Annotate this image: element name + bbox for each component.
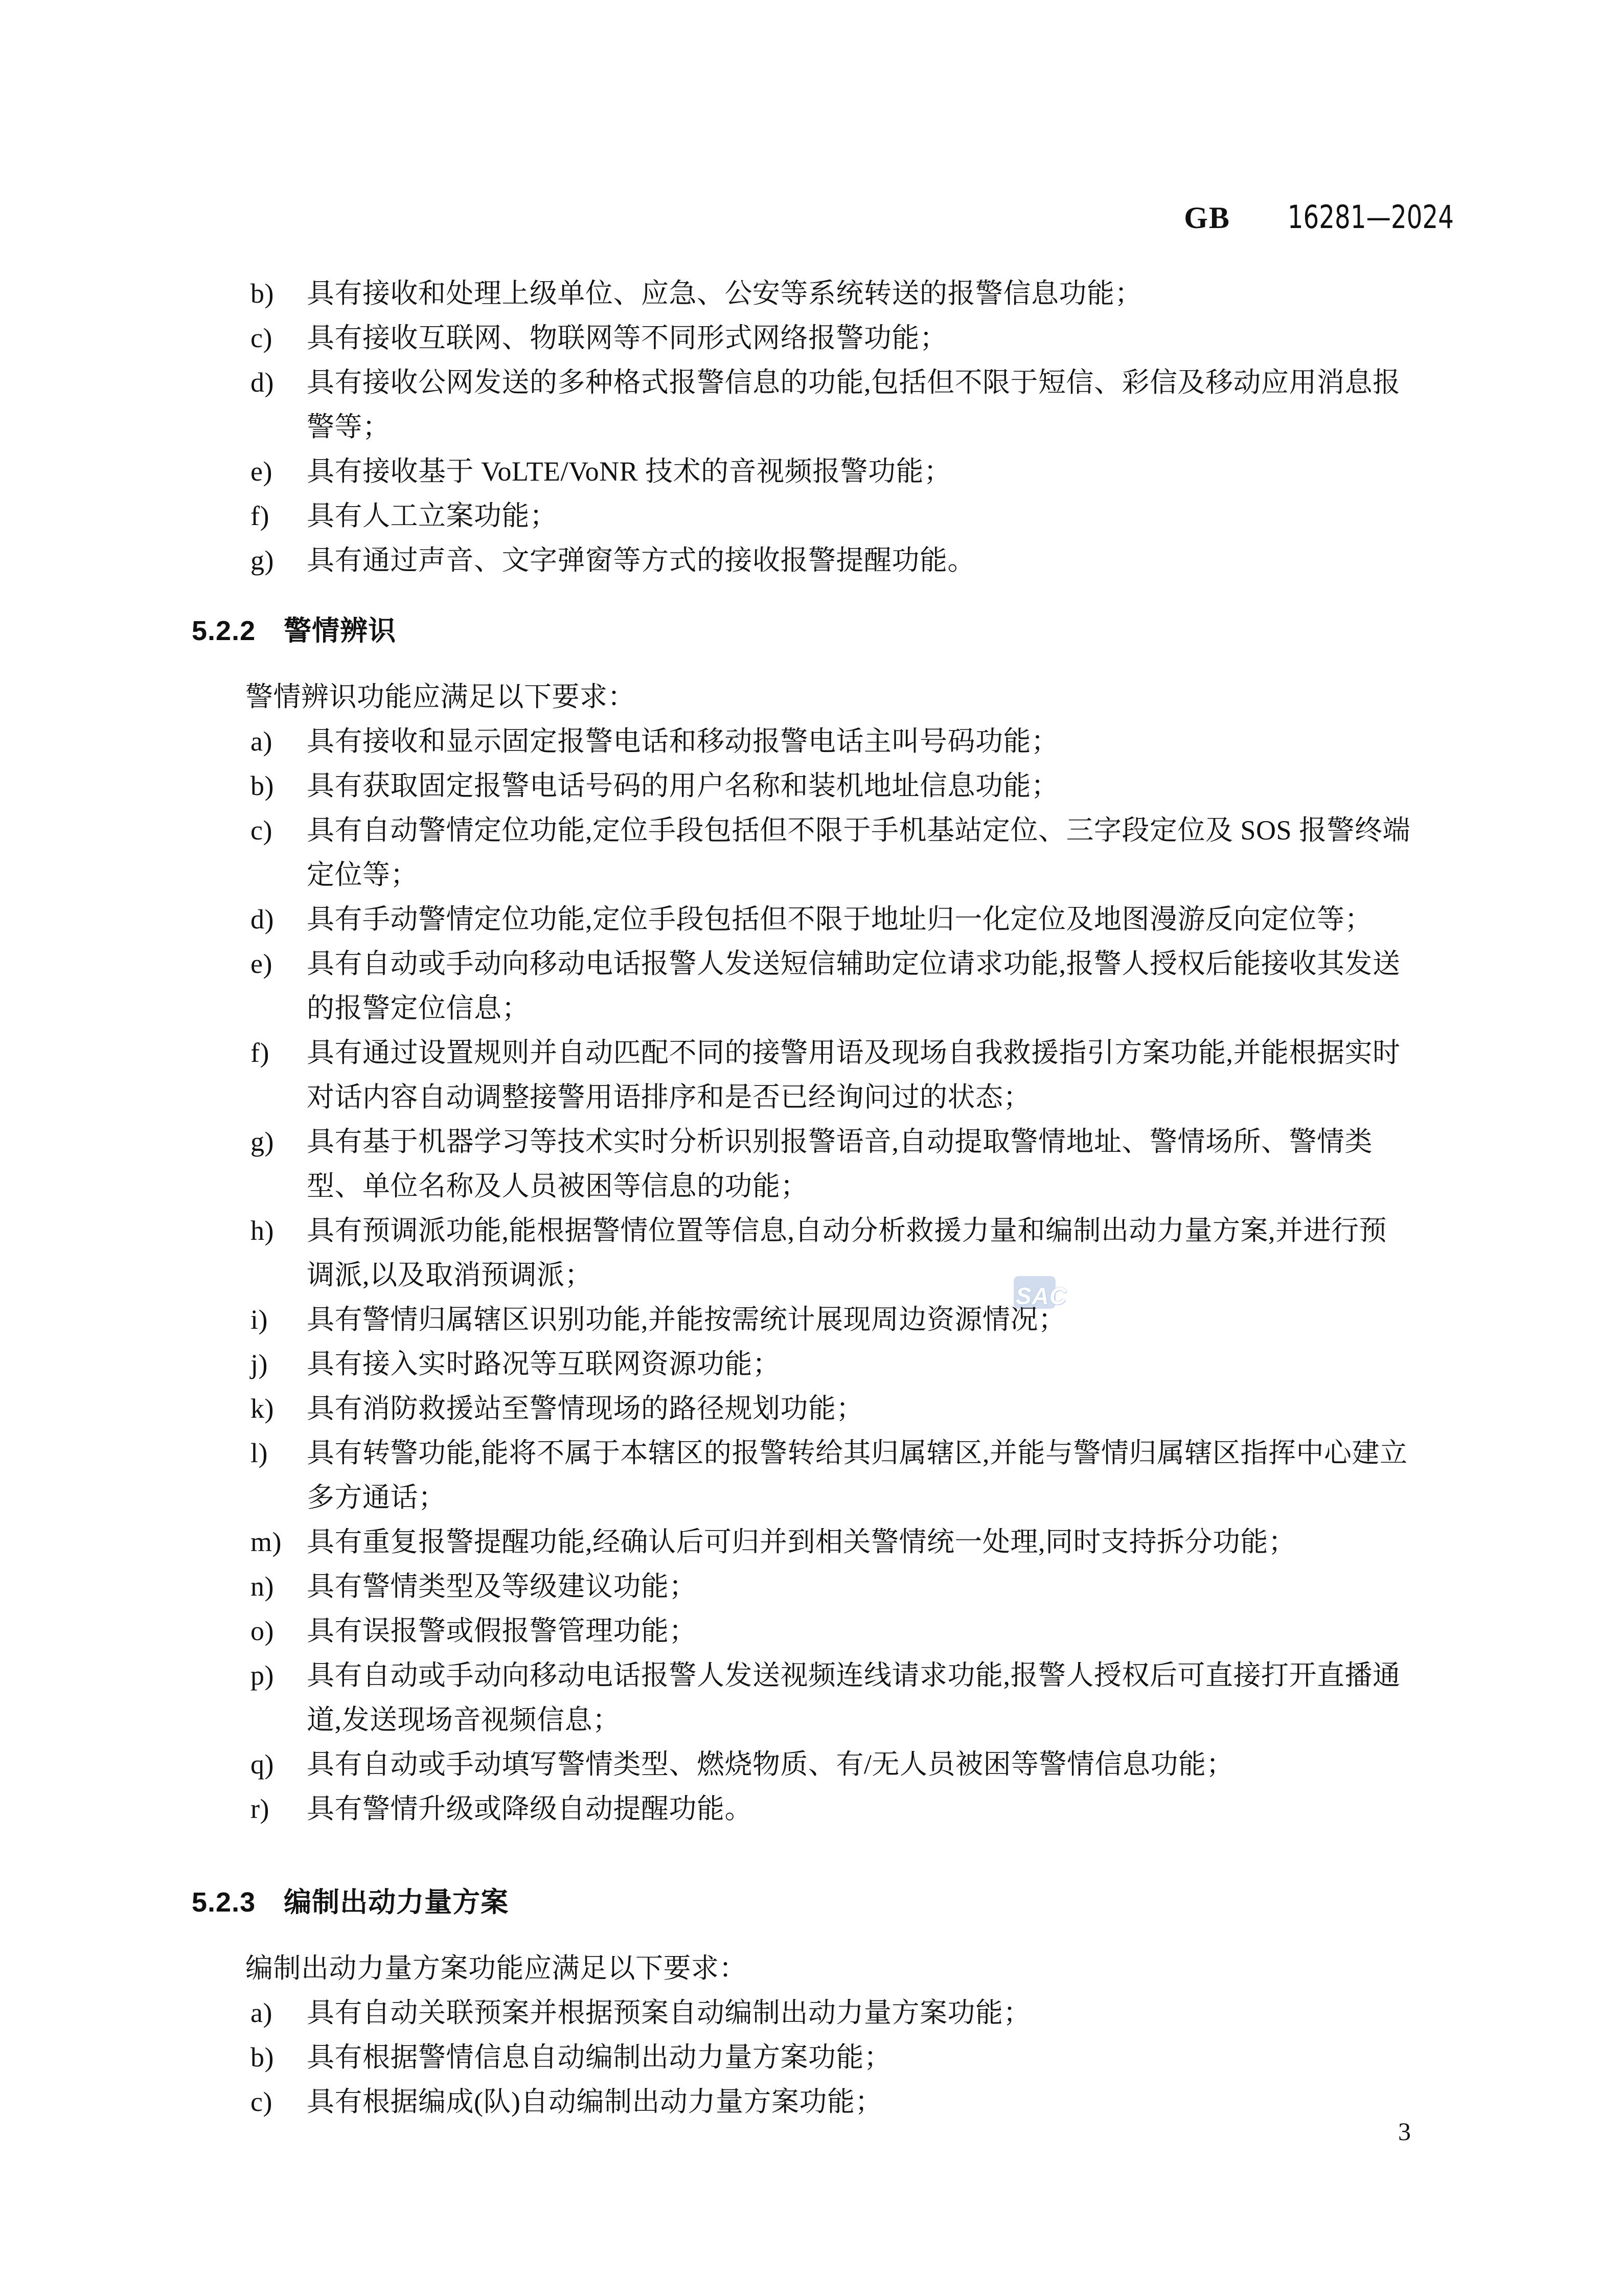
item-text: 具有接收基于 VoLTE/VoNR 技术的音视频报警功能；	[307, 456, 952, 487]
list-item	[192, 2080, 1413, 2124]
section-5-2-3-heading	[192, 1880, 1413, 1925]
list-item	[192, 1298, 1413, 1342]
list-item	[192, 897, 1413, 942]
item-label: h)	[250, 1215, 274, 1246]
item-label: p)	[250, 1660, 274, 1691]
list-item	[192, 316, 1413, 360]
list-item	[192, 360, 1413, 449]
item-label: e)	[250, 456, 272, 487]
item-label: a)	[250, 1997, 272, 2028]
list-item	[192, 942, 1413, 1031]
section-5-2-2-heading	[192, 609, 1413, 653]
item-text: 具有接入实时路况等互联网资源功能；	[307, 1349, 781, 1379]
item-text: 具有通过声音、文字弹窗等方式的接收报警提醒功能。	[307, 545, 975, 576]
item-label: g)	[250, 1126, 274, 1157]
item-label: n)	[250, 1571, 274, 1602]
list-item	[192, 1991, 1413, 2035]
item-label: f)	[250, 501, 269, 531]
item-text: 具有获取固定报警电话号码的用户名称和装机地址信息功能；	[307, 770, 1059, 801]
item-label: d)	[250, 367, 274, 398]
list-item	[192, 1342, 1413, 1386]
item-label: d)	[250, 904, 274, 935]
item-text: 具有转警功能,能将不属于本辖区的报警转给其归属辖区,并能与警情归属辖区指挥中心建立多方通话；	[307, 1438, 1408, 1513]
item-label: r)	[250, 1793, 269, 1824]
page-content	[192, 0, 1413, 2124]
item-text: 具有自动或手动向移动电话报警人发送视频连线请求功能,报警人授权后可直接打开直播通道,发送现场音视频信息；	[307, 1660, 1401, 1735]
list-item	[192, 1386, 1413, 1431]
item-text: 具有消防救援站至警情现场的路径规划功能；	[307, 1393, 864, 1424]
list-item	[192, 1742, 1413, 1787]
list-item	[192, 808, 1413, 897]
list-item	[192, 1031, 1413, 1120]
standard-code-prefix: GB	[1184, 201, 1230, 235]
list-item	[192, 1520, 1413, 1564]
item-text: 具有接收互联网、物联网等不同形式网络报警功能；	[307, 323, 948, 353]
list-item	[192, 271, 1413, 316]
item-text: 具有重复报警提醒功能,经确认后可归并到相关警情统一处理,同时支持拆分功能；	[307, 1527, 1296, 1557]
item-label: g)	[250, 545, 274, 576]
item-text: 具有警情类型及等级建议功能；	[307, 1571, 697, 1602]
section-5-2-2-list	[192, 719, 1413, 1831]
item-label: l)	[250, 1438, 268, 1468]
item-text: 具有手动警情定位功能,定位手段包括但不限于地址归一化定位及地图漫游反向定位等；	[307, 904, 1373, 935]
section-5-2-3-list	[192, 1991, 1413, 2124]
item-label: b)	[250, 2042, 274, 2073]
list-item	[192, 538, 1413, 583]
item-text: 具有误报警或假报警管理功能；	[307, 1616, 697, 1646]
item-text: 具有警情归属辖区识别功能,并能按需统计展现周边资源情况；	[307, 1304, 1066, 1335]
section-title: 警情辨识	[284, 616, 397, 646]
item-label: b)	[250, 278, 274, 309]
item-label: e)	[250, 948, 272, 979]
item-text: 具有自动或手动填写警情类型、燃烧物质、有/无人员被困等警情信息功能；	[307, 1749, 1234, 1780]
item-label: b)	[250, 770, 274, 801]
item-text: 具有通过设置规则并自动匹配不同的接警用语及现场自我救援指引方案功能,并能根据实时对话内容自动调整接警用语排序和是否已经询问过的状态；	[307, 1037, 1401, 1112]
item-text: 具有根据警情信息自动编制出动力量方案功能；	[307, 2042, 892, 2073]
section-title: 编制出动力量方案	[284, 1887, 509, 1918]
list-item	[192, 1209, 1413, 1298]
item-text: 具有接收和处理上级单位、应急、公安等系统转送的报警信息功能；	[307, 278, 1142, 309]
item-text: 具有自动关联预案并根据预案自动编制出动力量方案功能；	[307, 1997, 1031, 2028]
item-label: c)	[250, 2086, 272, 2117]
item-text: 具有预调派功能,能根据警情位置等信息,自动分析救援力量和编制出动力量方案,并进行预调派,以及取消预调派；	[307, 1215, 1387, 1290]
item-text: 具有基于机器学习等技术实时分析识别报警语音,自动提取警情地址、警情场所、警情类型、单位名称及人员被困等信息的功能；	[307, 1126, 1373, 1201]
item-label: c)	[250, 815, 272, 846]
standard-code	[1184, 198, 1454, 236]
item-label: a)	[250, 726, 272, 757]
standard-code-number: 16281—2024	[1287, 198, 1454, 236]
item-text: 具有自动警情定位功能,定位手段包括但不限于手机基站定位、三字段定位及 SOS 报警终端定位等；	[307, 815, 1411, 890]
list-item	[192, 1120, 1413, 1209]
section-number: 5.2.3	[192, 1887, 256, 1918]
list-item	[192, 1653, 1413, 1742]
list-item	[192, 1609, 1413, 1653]
list-item	[192, 449, 1413, 494]
section-5-2-3-intro: 编制出动力量方案功能应满足以下要求：	[245, 1953, 747, 1984]
list-item	[192, 719, 1413, 764]
item-label: f)	[250, 1037, 269, 1068]
page-number: 3	[1398, 2117, 1411, 2146]
item-text: 具有接收和显示固定报警电话和移动报警电话主叫号码功能；	[307, 726, 1059, 757]
section-5-2-2-intro: 警情辨识功能应满足以下要求：	[245, 681, 635, 712]
list-item	[192, 1431, 1413, 1520]
item-text: 具有警情升级或降级自动提醒功能。	[307, 1793, 752, 1824]
section-5-2-1-list	[192, 271, 1413, 583]
section-number: 5.2.2	[192, 616, 256, 646]
list-item	[192, 1787, 1413, 1831]
item-label: q)	[250, 1749, 274, 1780]
list-item	[192, 764, 1413, 808]
item-label: o)	[250, 1616, 274, 1646]
item-text: 具有根据编成(队)自动编制出动力量方案功能；	[307, 2086, 883, 2117]
item-text: 具有接收公网发送的多种格式报警信息的功能,包括但不限于短信、彩信及移动应用消息报警等；	[307, 367, 1401, 442]
item-label: k)	[250, 1393, 274, 1424]
list-item	[192, 1564, 1413, 1609]
item-label: j)	[250, 1349, 268, 1379]
list-item	[192, 2035, 1413, 2080]
item-label: c)	[250, 323, 272, 353]
list-item	[192, 494, 1413, 538]
item-text: 具有自动或手动向移动电话报警人发送短信辅助定位请求功能,报警人授权后能接收其发送的报警定位信息；	[307, 948, 1401, 1024]
sac-watermark-text: SAC	[1016, 1283, 1067, 1309]
item-label: i)	[250, 1304, 268, 1335]
item-text: 具有人工立案功能；	[307, 501, 558, 531]
item-label: m)	[250, 1527, 282, 1557]
